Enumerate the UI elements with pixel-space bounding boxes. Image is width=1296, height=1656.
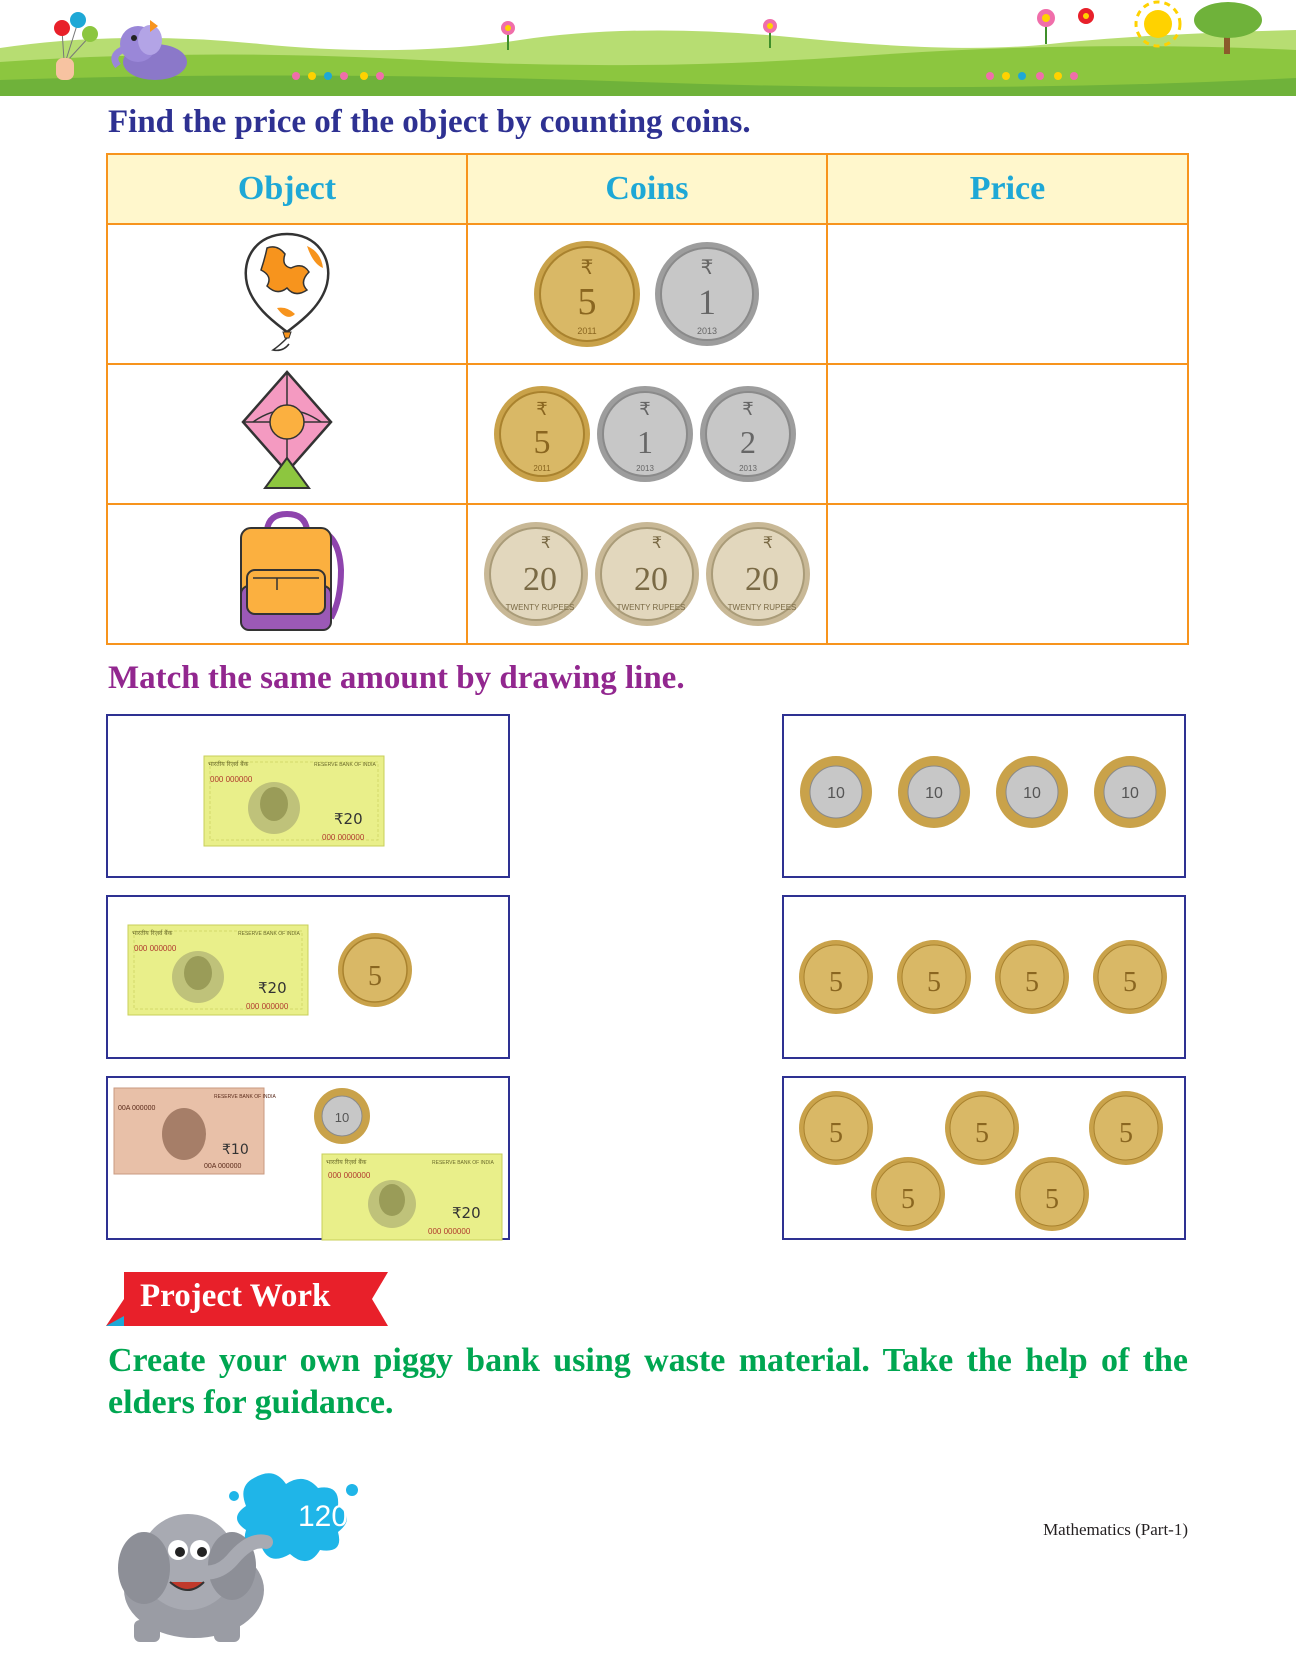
- note-twenty: [204, 756, 384, 846]
- coin-value-label: 5: [577, 281, 597, 323]
- price-cell[interactable]: [827, 224, 1188, 364]
- coin-year-label: 2013: [696, 326, 717, 336]
- match-box-right[interactable]: [782, 895, 1186, 1059]
- coins-group: [482, 518, 812, 630]
- svg-text:₹: ₹: [700, 255, 714, 279]
- heading-price: Find the price of the object by counting coins.: [108, 104, 751, 140]
- svg-text:₹: ₹: [540, 533, 552, 552]
- object-cell: [107, 364, 467, 504]
- note-serial-label: 00A 000000: [204, 1163, 242, 1170]
- coin-year-label: 2013: [739, 464, 757, 473]
- balloon-icon: [237, 228, 337, 356]
- note-ten: [114, 1088, 276, 1174]
- coins-five-group: [796, 1086, 1176, 1236]
- coin-year-label: 2011: [533, 464, 551, 473]
- coin-text-label: TWENTY RUPEES: [505, 603, 575, 612]
- header-banner: [0, 0, 1296, 96]
- coin-value-label: 5: [1025, 967, 1039, 998]
- coin-five-rupee: [995, 940, 1069, 1014]
- coin-value-label: 5: [533, 424, 551, 461]
- coin-value-label: 5: [1045, 1184, 1059, 1215]
- match-box-right[interactable]: [782, 714, 1186, 878]
- project-description: Create your own piggy bank using waste material. Take the help of the elders for guidance.: [108, 1342, 1188, 1421]
- school-bag-icon: [227, 510, 347, 634]
- coin-ten-rupee: [898, 756, 970, 828]
- coin-five-rupee: [897, 940, 971, 1014]
- note-value-label: ₹20: [334, 810, 363, 828]
- match-box-left[interactable]: [106, 1076, 510, 1240]
- note-bank-label: RESERVE BANK OF INDIA: [314, 762, 376, 768]
- coin-value-label: 10: [1023, 785, 1041, 802]
- table-row: [107, 224, 1188, 364]
- note-serial-label: 000 000000: [134, 944, 177, 953]
- coins-group: [532, 234, 762, 354]
- coin-value-label: 20: [522, 561, 557, 598]
- note-serial-label: 000 000000: [322, 833, 365, 842]
- coin-twenty-rupee: [706, 522, 810, 626]
- note-serial-label: 000 000000: [246, 1002, 289, 1011]
- coin-value-label: 5: [829, 1118, 843, 1149]
- coin-five-rupee: [534, 241, 640, 347]
- coin-five-rupee: [871, 1157, 945, 1231]
- coins-cell: [467, 364, 827, 504]
- coin-twenty-rupee: [484, 522, 588, 626]
- header-object: Object: [107, 154, 467, 224]
- project-work-label: [106, 1272, 388, 1326]
- note-twenty: [128, 925, 308, 1015]
- coin-text-label: TWENTY RUPEES: [616, 603, 686, 612]
- coin-year-label: 2011: [577, 326, 597, 336]
- coin-value-label: 5: [368, 961, 382, 992]
- coin-ten-rupee: [800, 756, 872, 828]
- coins-ten-group: [796, 752, 1176, 832]
- note-serial-label: 000 000000: [328, 1171, 371, 1180]
- note-hindi-label: भारतीय रिज़र्व बैंक: [326, 1159, 367, 1166]
- note-value-label: ₹20: [452, 1204, 481, 1222]
- svg-text:₹: ₹: [762, 533, 774, 552]
- coin-five-rupee: [1093, 940, 1167, 1014]
- coin-five-rupee: [494, 386, 590, 482]
- price-cell[interactable]: [827, 504, 1188, 644]
- coin-twenty-rupee: [595, 522, 699, 626]
- project-work-title: Project Work: [140, 1278, 331, 1314]
- coin-five-rupee: [1015, 1157, 1089, 1231]
- coin-five-rupee: [336, 931, 414, 1009]
- svg-text:₹: ₹: [536, 399, 548, 420]
- note-twenty: [322, 1154, 502, 1240]
- page-number: 120: [298, 1500, 349, 1533]
- coin-value-label: 5: [975, 1118, 989, 1149]
- coin-one-rupee: [597, 386, 693, 482]
- table-header-row: [107, 154, 1188, 224]
- heading-match: Match the same amount by drawing line.: [108, 660, 685, 696]
- note-value-label: ₹10: [222, 1142, 249, 1158]
- coin-ten-rupee: [312, 1086, 372, 1146]
- svg-text:₹: ₹: [651, 533, 663, 552]
- coins-cell: [467, 224, 827, 364]
- coin-value-label: 10: [334, 1110, 350, 1125]
- coins-five-group: [796, 937, 1176, 1017]
- table-row: [107, 364, 1188, 504]
- coin-five-rupee: [799, 1091, 873, 1165]
- header-price: Price: [827, 154, 1188, 224]
- svg-text:₹: ₹: [742, 399, 754, 420]
- coin-five-rupee: [1089, 1091, 1163, 1165]
- coins-group: [492, 379, 802, 489]
- elephant-mascot-icon: [104, 1470, 384, 1650]
- coin-value-label: 5: [829, 967, 843, 998]
- coin-value-label: 20: [633, 561, 668, 598]
- note-bank-label: RESERVE BANK OF INDIA: [432, 1160, 494, 1166]
- coin-five-rupee: [945, 1091, 1019, 1165]
- note-serial-label: 000 000000: [210, 775, 253, 784]
- note-bank-label: RESERVE BANK OF INDIA: [214, 1094, 276, 1100]
- object-cell: [107, 504, 467, 644]
- coin-value-label: 2: [739, 424, 756, 460]
- svg-text:₹: ₹: [639, 399, 651, 420]
- coin-value-label: 1: [636, 424, 653, 460]
- coin-value-label: 1: [697, 282, 716, 322]
- kite-icon: [237, 368, 337, 496]
- coin-value-label: 10: [827, 785, 845, 802]
- price-cell[interactable]: [827, 364, 1188, 504]
- note-bank-label: RESERVE BANK OF INDIA: [238, 931, 300, 937]
- header-coins: Coins: [467, 154, 827, 224]
- coin-ten-rupee: [996, 756, 1068, 828]
- note-hindi-label: भारतीय रिज़र्व बैंक: [208, 761, 249, 768]
- coin-value-label: 5: [927, 967, 941, 998]
- note-value-label: ₹20: [258, 979, 287, 997]
- object-cell: [107, 224, 467, 364]
- coin-ten-rupee: [1094, 756, 1166, 828]
- match-box-left[interactable]: [106, 714, 510, 878]
- coin-value-label: 20: [744, 561, 779, 598]
- coin-value-label: 5: [1119, 1118, 1133, 1149]
- note-serial-label: 00A 000000: [118, 1105, 156, 1112]
- coin-two-rupee: [700, 386, 796, 482]
- coin-value-label: 5: [901, 1184, 915, 1215]
- footer-book-title: Mathematics (Part-1): [1043, 1520, 1188, 1539]
- coin-value-label: 5: [1123, 967, 1137, 998]
- coin-value-label: 10: [1121, 785, 1139, 802]
- coin-one-rupee: [655, 242, 759, 346]
- coin-value-label: 10: [925, 785, 943, 802]
- svg-text:₹: ₹: [580, 255, 594, 279]
- note-serial-label: 000 000000: [428, 1227, 471, 1236]
- match-box-left[interactable]: [106, 895, 510, 1059]
- coin-text-label: TWENTY RUPEES: [727, 603, 797, 612]
- coins-cell: [467, 504, 827, 644]
- note-hindi-label: भारतीय रिज़र्व बैंक: [132, 930, 173, 937]
- price-table: [106, 153, 1189, 645]
- table-row: [107, 504, 1188, 644]
- coin-five-rupee: [799, 940, 873, 1014]
- coin-year-label: 2013: [636, 464, 654, 473]
- match-box-right[interactable]: [782, 1076, 1186, 1240]
